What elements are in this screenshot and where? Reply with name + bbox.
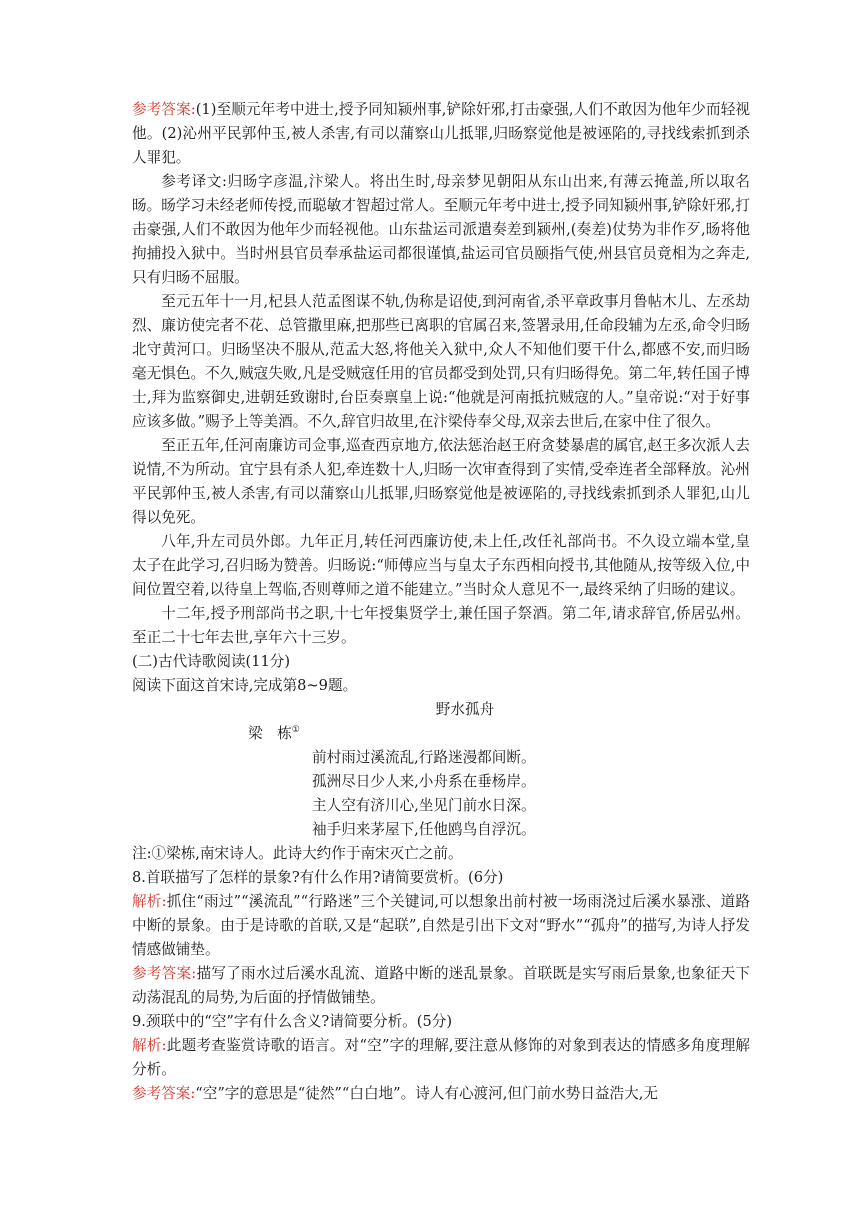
analysis-label: 解析:	[132, 1037, 167, 1054]
answer-label: 参考答案:	[132, 965, 197, 982]
poem-line: 孤洲尽日少人来,小舟系在垂杨岸。	[312, 773, 536, 790]
answer-label: 参考答案:	[132, 1085, 196, 1102]
footnote-mark: ①	[291, 725, 300, 736]
q8-analysis	[132, 890, 750, 962]
poem-line: 袖手归来茅屋下,任他鸥鸟自浮沉。	[312, 821, 536, 838]
answer-paragraph-1	[132, 98, 750, 170]
analysis-text: 抓住“雨过”“溪流乱”“行路迷”三个关键词,可以想象出前村被一场雨浇过后溪水暴涨、道路中断的景象。由于是诗歌的首联,又是“起联”,自然是引出下文对“野水”“孤舟”的描写,为诗人抒发情感做铺垫。	[132, 893, 750, 958]
poem-line: 前村雨过溪流乱,行路迷漫都间断。	[312, 749, 536, 766]
q8-answer	[132, 962, 750, 1010]
section-instruction: 阅读下面这首宋诗,完成第8~9题。	[132, 677, 358, 694]
answer-text: 描写了雨水过后溪水乱流、道路中断的迷乱景象。首联既是实写雨后景象,也象征天下动荡混乱的局势,为后面的抒情做铺垫。	[132, 965, 750, 1006]
section-heading: (二)古代诗歌阅读(11分)	[132, 653, 291, 670]
translation-paragraph: 至元五年十一月,杞县人范孟图谋不轨,伪称是诏使,到河南省,杀平章政事月鲁帖木儿、左丞劫烈、廉访使完者不花、总管撒里麻,把那些已离职的官属召来,签署录用,任命段辅为左丞,命令归旸北守黄河口。归旸坚决不服从,范孟大怒,将他关入狱中,众人不知他们要干什么,都感不安,而归旸毫无惧色。不久,贼寇失败,凡是受贼寇任用的官员都受到处罚,只有归旸得免。第二年,转任国子博士,拜为监察御史,进朝廷致谢时,台臣奏禀皇上说:“他就是河南抵抗贼寇的人。”皇帝说:“对于好事应该多做。”赐予上等美酒。不久,辞官归故里,在汴梁侍奉父母,双亲去世后,在家中住了很久。	[132, 293, 750, 430]
translation-paragraph: 参考译文:归旸字彦温,汴梁人。将出生时,母亲梦见朝阳从东山出来,有薄云掩盖,所以取名旸。旸学习未经老师传授,而聪敏才智超过常人。至顺元年考中进士,授予同知颍州事,铲除奸邪,打击豪强,人们不敢因为他年少而轻视他。山东盐运司派遣奏差到颍州,(奏差)仗势为非作歹,旸将他拘捕投入狱中。当时州县官员奉承盐运司都很谨慎,盐运司官员颐指气使,州县官员竟相为之奔走,只有归旸不屈服。	[132, 173, 750, 286]
answer-label: 参考答案:	[132, 101, 196, 118]
q9-analysis	[132, 1034, 750, 1082]
q9-answer	[132, 1082, 750, 1106]
analysis-label: 解析:	[132, 893, 167, 910]
poem-author	[132, 722, 750, 746]
poem-note: 注:①梁栋,南宋诗人。此诗大约作于南宋灭亡之前。	[132, 845, 463, 862]
translation-paragraph: 至正五年,任河南廉访司佥事,巡查西京地方,依法惩治赵王府贪婪暴虐的属官,赵王多次派人去说情,不为所动。宜宁县有杀人犯,牵连数十人,归旸一次审查得到了实情,受牵连者全部释放。沁州平民郭仲玉,被人杀害,有司以蒲察山儿抵罪,归旸察觉他是被诬陷的,寻找线索抓到杀人罪犯,山儿得以免死。	[132, 437, 750, 526]
analysis-text: 此题考查鉴赏诗歌的语言。对“空”字的理解,要注意从修饰的对象到表达的情感多角度理解分析。	[132, 1037, 750, 1078]
question-8: 8.首联描写了怎样的景象?有什么作用?请简要赏析。(6分)	[132, 869, 504, 886]
poem-author-name: 梁 栋	[248, 725, 292, 742]
translation-paragraph: 八年,升左司员外郎。九年正月,转任河西廉访使,未上任,改任礼部尚书。不久设立端本堂,皇太子在此学习,召归旸为赞善。归旸说:“师傅应当与皇太子东西相向授书,其他随从,按等级入位,中间位置空着,以待皇上驾临,否则尊师之道不能建立。”当时众人意见不一,最终采纳了归旸的建议。	[132, 533, 750, 598]
question-9: 9.颈联中的“空”字有什么含义?请简要分析。(5分)	[132, 1013, 453, 1030]
poem-title: 野水孤舟	[435, 701, 495, 718]
answer-text: “空”字的意思是“徒然”“白白地”。诗人有心渡河,但门前水势日益浩大,无	[195, 1085, 658, 1102]
answer-text: (1)至顺元年考中进士,授予同知颍州事,铲除奸邪,打击豪强,人们不敢因为他年少而轻视他。(2)沁州平民郭仲玉,被人杀害,有司以蒲察山儿抵罪,归旸察觉他是被诬陷的,寻找线索抓到杀人罪犯。	[132, 101, 750, 166]
poem-line: 主人空有济川心,坐见门前水日深。	[312, 797, 536, 814]
translation-paragraph: 十二年,授予刑部尚书之职,十七年授集贤学士,兼任国子祭酒。第二年,请求辞官,侨居弘州。至正二十七年去世,享年六十三岁。	[132, 605, 750, 646]
